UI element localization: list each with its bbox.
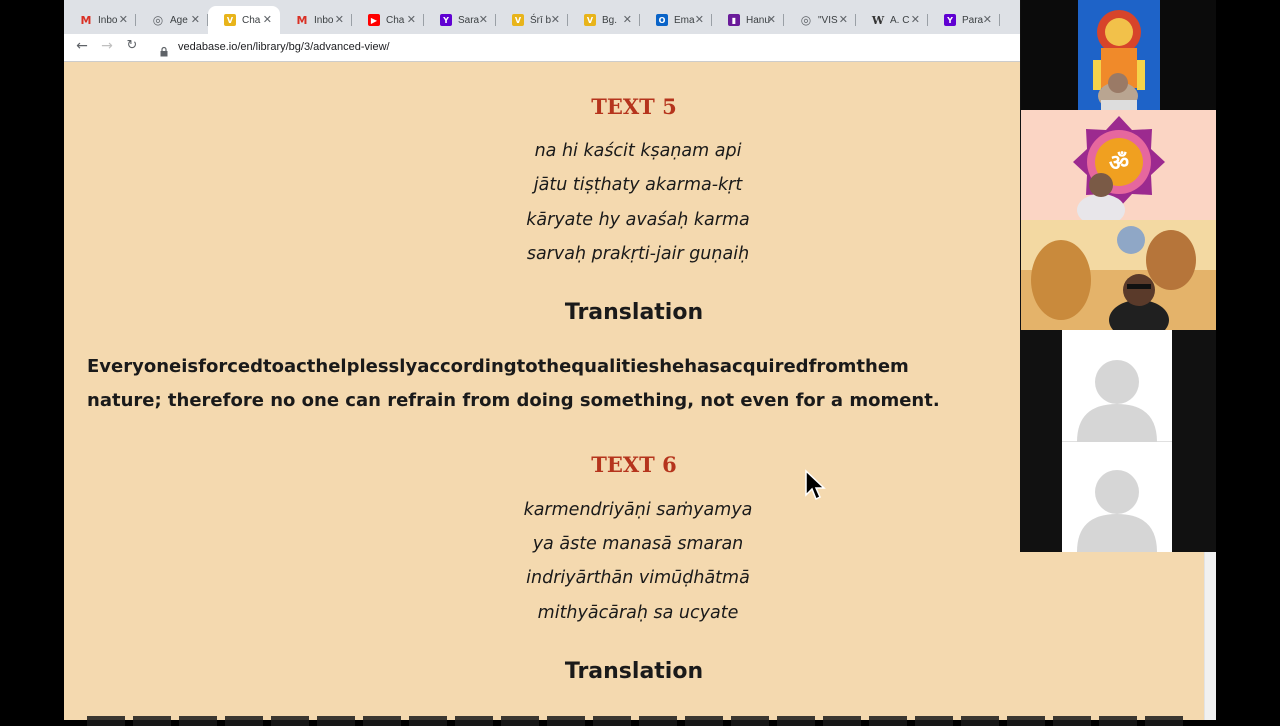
text6-heading: TEXT 6 (591, 452, 677, 477)
address-bar[interactable]: vedabase.io/en/library/bg/3/advanced-view/ (178, 41, 390, 53)
browser-tab[interactable] (712, 6, 784, 34)
youtube-icon: ▶ (368, 14, 380, 26)
browser-tab[interactable] (496, 6, 568, 34)
close-tab-icon[interactable]: ✕ (334, 13, 344, 26)
verse-line: ya āste manasā smaran (532, 534, 744, 554)
verse-line: sarvaḥ prakṛti-jair guṇaiḥ (526, 244, 750, 264)
vedabase-icon: V (224, 14, 236, 26)
tab-label: Age (170, 14, 188, 26)
tab-label: Sara (458, 14, 480, 26)
tab-label: Bg. (602, 14, 618, 26)
tab-label: Śrī b (530, 14, 552, 26)
forward-icon[interactable]: → (101, 38, 113, 54)
lock-icon[interactable] (160, 42, 168, 61)
tab-label: A. C (890, 14, 910, 26)
reload-icon[interactable]: ↻ (126, 38, 138, 53)
participant-tile-4[interactable] (1062, 330, 1172, 442)
tab-label: "VIS (818, 14, 838, 26)
translation-word: qualities (571, 356, 660, 377)
close-tab-icon[interactable]: ✕ (550, 13, 560, 26)
verse-line: jātu tiṣṭhaty akarma-kṛt (533, 175, 743, 195)
tab-label: Hanu (746, 14, 770, 26)
tab-label: Inbo (314, 14, 334, 26)
tab-label: Cha (242, 14, 261, 26)
om-logo-video (1021, 110, 1216, 220)
translation-word: act (283, 356, 316, 377)
bookmark-icon: ▮ (728, 14, 740, 26)
translation-word: acquired (719, 356, 809, 377)
globe-icon: ◎ (800, 13, 812, 27)
tab-label: Ema (674, 14, 695, 26)
tab-label: Inbo (98, 14, 118, 26)
text5-heading: TEXT 5 (591, 94, 677, 119)
yahoo-icon: Y (440, 14, 452, 26)
translation-word: to (262, 356, 284, 377)
close-tab-icon[interactable]: ✕ (118, 13, 128, 26)
translation-word: from (808, 356, 857, 377)
translation-word: according (417, 356, 517, 377)
close-tab-icon[interactable]: ✕ (694, 13, 704, 26)
verse-line: mithyācāraḥ sa ucyate (537, 603, 739, 623)
text6-translation-clipped (87, 710, 1187, 724)
browser-tab[interactable] (64, 6, 136, 34)
yahoo-icon: Y (944, 14, 956, 26)
translation-word: to (516, 356, 538, 377)
participant-tile-1[interactable] (1021, 0, 1216, 110)
tab-strip (64, 6, 1020, 34)
gmail-icon: M (296, 13, 308, 27)
translation-word: he (659, 356, 685, 377)
avatar-placeholder-icon (1062, 442, 1172, 552)
close-tab-icon[interactable]: ✕ (910, 13, 920, 26)
translation-word: forced (198, 356, 263, 377)
mouse-cursor-icon (805, 470, 825, 506)
close-tab-icon[interactable]: ✕ (766, 13, 776, 26)
participant-tile-3[interactable] (1021, 220, 1216, 330)
translation-word: the (537, 356, 572, 377)
globe-icon: ◎ (152, 13, 164, 27)
browser-tab[interactable] (208, 6, 280, 34)
tab-label: Cha (386, 14, 405, 26)
browser-tab[interactable] (640, 6, 712, 34)
text6-translation-title: Translation (564, 659, 704, 684)
verse-line: na hi kaścit kṣaṇam api (534, 141, 742, 161)
translation-word: has (684, 356, 720, 377)
vedabase-icon: V (584, 14, 596, 26)
participant-tile-5[interactable] (1062, 442, 1172, 552)
translation-word: m (890, 356, 909, 377)
close-tab-icon[interactable]: ✕ (190, 13, 200, 26)
gmail-icon: M (80, 13, 92, 27)
deity-backdrop-video (1021, 0, 1216, 110)
text5-translation-title: Translation (564, 300, 704, 325)
verse-line: indriyārthān vimūḍhātmā (526, 568, 750, 588)
close-tab-icon[interactable]: ✕ (478, 13, 488, 26)
browser-tab[interactable] (136, 6, 208, 34)
close-tab-icon[interactable]: ✕ (982, 13, 992, 26)
browser-chrome (64, 0, 1020, 62)
browser-tab[interactable] (280, 6, 352, 34)
translation-word: Everyone (87, 356, 182, 377)
close-tab-icon[interactable]: ✕ (406, 13, 416, 26)
krishna-backdrop-video (1021, 220, 1216, 330)
close-tab-icon[interactable]: ✕ (622, 13, 632, 26)
translation-word: is (181, 356, 199, 377)
close-tab-icon[interactable]: ✕ (838, 13, 848, 26)
browser-tab[interactable] (784, 6, 856, 34)
outlook-icon: O (656, 14, 668, 26)
browser-tab[interactable] (568, 6, 640, 34)
close-tab-icon[interactable]: ✕ (262, 13, 272, 26)
browser-toolbar (64, 34, 1020, 62)
translation-word: helplessly (315, 356, 418, 377)
participant-tile-2[interactable] (1021, 110, 1216, 220)
svg-text:ॐ: ॐ (1108, 151, 1130, 176)
wikipedia-icon: W (871, 13, 885, 27)
avatar-placeholder-icon (1062, 330, 1172, 442)
tab-label: Para (962, 14, 984, 26)
browser-tab[interactable] (928, 6, 1000, 34)
browser-tab[interactable] (856, 6, 928, 34)
verse-line: kāryate hy avaśaḥ karma (526, 210, 750, 230)
browser-tab[interactable] (352, 6, 424, 34)
verse-line: karmendriyāṇi saṁyamya (523, 500, 753, 520)
back-icon[interactable]: ← (76, 38, 88, 54)
translation-word: the (856, 356, 891, 377)
browser-tab[interactable] (424, 6, 496, 34)
vedabase-icon: V (512, 14, 524, 26)
translation-line-2: nature; therefore no one can refrain from doing something, not even for a moment. (87, 390, 940, 411)
